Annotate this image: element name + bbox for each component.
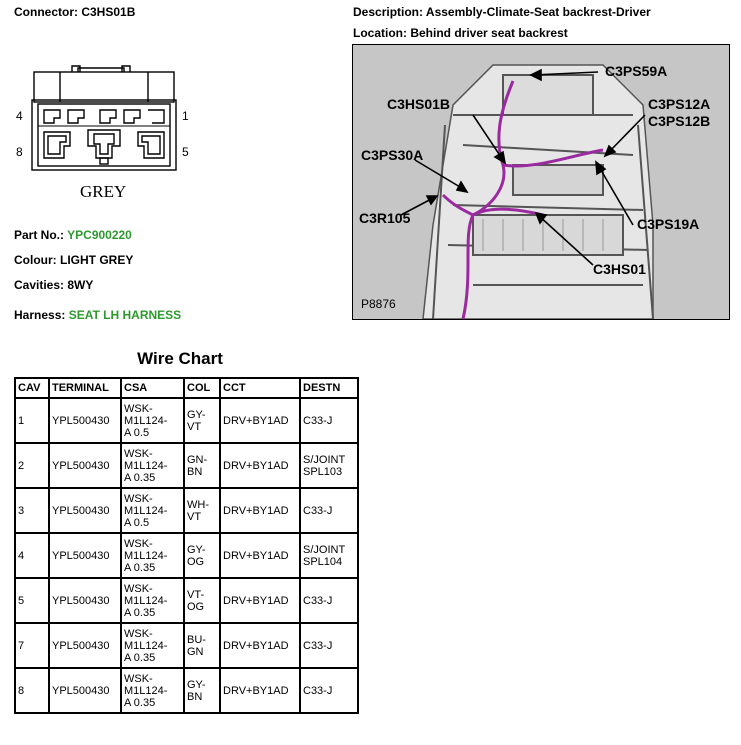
callout-c3ps12a: C3PS12A bbox=[648, 96, 711, 112]
cell-destn: C33-J bbox=[300, 668, 358, 713]
connector-color-text: GREY bbox=[80, 182, 127, 201]
part-no-label: Part No.: bbox=[14, 228, 65, 242]
colour-value: LIGHT GREY bbox=[60, 253, 134, 267]
pin-label-4: 4 bbox=[16, 109, 23, 123]
cell-terminal: YPL500430 bbox=[49, 533, 121, 578]
table-row bbox=[15, 578, 358, 623]
cell-terminal: YPL500430 bbox=[49, 488, 121, 533]
callout-c3ps59a: C3PS59A bbox=[605, 63, 668, 79]
cell-destn: C33-J bbox=[300, 578, 358, 623]
cell-col: VT- OG bbox=[184, 578, 220, 623]
location-value: Behind driver seat backrest bbox=[410, 26, 568, 40]
cell-cav: 2 bbox=[15, 443, 49, 488]
connector-value: C3HS01B bbox=[81, 5, 136, 19]
photo-reference: P8876 bbox=[361, 297, 396, 311]
cell-csa: WSK- M1L124- A 0.35 bbox=[121, 533, 184, 578]
cell-destn: C33-J bbox=[300, 398, 358, 443]
colour-label: Colour: bbox=[14, 253, 57, 267]
cell-cav: 5 bbox=[15, 578, 49, 623]
cell-cct: DRV+BY1AD bbox=[220, 668, 300, 713]
cell-terminal: YPL500430 bbox=[49, 443, 121, 488]
callout-c3ps30a: C3PS30A bbox=[361, 147, 424, 163]
header-destn: DESTN bbox=[300, 378, 358, 398]
table-row bbox=[15, 533, 358, 578]
harness-label: Harness: bbox=[14, 308, 66, 322]
connector-line bbox=[14, 5, 135, 19]
description-label: Description: bbox=[353, 5, 424, 19]
callout-c3ps12b: C3PS12B bbox=[648, 113, 711, 129]
colour-line bbox=[14, 253, 133, 267]
connector-label: Connector: bbox=[14, 5, 78, 19]
callout-c3r105: C3R105 bbox=[359, 210, 411, 226]
header-cct: CCT bbox=[220, 378, 300, 398]
cell-csa: WSK- M1L124- A 0.5 bbox=[121, 398, 184, 443]
cell-csa: WSK- M1L124- A 0.35 bbox=[121, 578, 184, 623]
table-header-row bbox=[15, 378, 358, 398]
cell-col: GY- VT bbox=[184, 398, 220, 443]
cell-csa: WSK- M1L124- A 0.35 bbox=[121, 668, 184, 713]
cell-terminal: YPL500430 bbox=[49, 668, 121, 713]
cell-cct: DRV+BY1AD bbox=[220, 488, 300, 533]
cell-destn: S/JOINT SPL103 bbox=[300, 443, 358, 488]
cell-destn: C33-J bbox=[300, 623, 358, 668]
cavities-value: 8WY bbox=[67, 278, 94, 292]
pin-label-5: 5 bbox=[182, 145, 189, 159]
location-label: Location: bbox=[353, 26, 407, 40]
callout-c3hs01: C3HS01 bbox=[593, 261, 646, 277]
table-row bbox=[15, 668, 358, 713]
cell-destn: C33-J bbox=[300, 488, 358, 533]
part-no-line bbox=[14, 228, 132, 242]
header-cav: CAV bbox=[15, 378, 49, 398]
cell-cct: DRV+BY1AD bbox=[220, 398, 300, 443]
cell-cct: DRV+BY1AD bbox=[220, 578, 300, 623]
cell-csa: WSK- M1L124- A 0.35 bbox=[121, 623, 184, 668]
cell-cav: 7 bbox=[15, 623, 49, 668]
table-row bbox=[15, 488, 358, 533]
description-line bbox=[353, 5, 651, 19]
cavities-label: Cavities: bbox=[14, 278, 65, 292]
table-row bbox=[15, 443, 358, 488]
header-terminal: TERMINAL bbox=[49, 378, 121, 398]
part-no-value: YPC900220 bbox=[67, 228, 132, 242]
cell-col: GN- BN bbox=[184, 443, 220, 488]
pin-label-8: 8 bbox=[16, 145, 23, 159]
callout-c3ps19a: C3PS19A bbox=[637, 216, 700, 232]
cell-cav: 3 bbox=[15, 488, 49, 533]
cell-col: GY- BN bbox=[184, 668, 220, 713]
cell-cct: DRV+BY1AD bbox=[220, 623, 300, 668]
cell-terminal: YPL500430 bbox=[49, 578, 121, 623]
cell-csa: WSK- M1L124- A 0.5 bbox=[121, 488, 184, 533]
cell-destn: S/JOINT SPL104 bbox=[300, 533, 358, 578]
cell-terminal: YPL500430 bbox=[49, 398, 121, 443]
table-row bbox=[15, 623, 358, 668]
connector-face-diagram bbox=[12, 62, 222, 212]
cell-cct: DRV+BY1AD bbox=[220, 443, 300, 488]
cell-cav: 4 bbox=[15, 533, 49, 578]
callout-c3hs01b: C3HS01B bbox=[387, 96, 451, 112]
header-col: COL bbox=[184, 378, 220, 398]
pin-label-1: 1 bbox=[182, 109, 189, 123]
location-line bbox=[353, 26, 568, 40]
location-photo bbox=[352, 44, 730, 320]
cell-col: BU- GN bbox=[184, 623, 220, 668]
cell-cav: 8 bbox=[15, 668, 49, 713]
cavities-line bbox=[14, 278, 93, 292]
table-row bbox=[15, 398, 358, 443]
cell-csa: WSK- M1L124- A 0.35 bbox=[121, 443, 184, 488]
cell-cav: 1 bbox=[15, 398, 49, 443]
header-csa: CSA bbox=[121, 378, 184, 398]
harness-line bbox=[14, 308, 181, 322]
wire-chart-title: Wire Chart bbox=[137, 349, 223, 368]
cell-terminal: YPL500430 bbox=[49, 623, 121, 668]
cell-col: WH- VT bbox=[184, 488, 220, 533]
harness-value: SEAT LH HARNESS bbox=[68, 308, 182, 322]
wire-chart-table bbox=[14, 377, 359, 714]
description-value: Assembly-Climate-Seat backrest-Driver bbox=[425, 5, 651, 19]
cell-col: GY- OG bbox=[184, 533, 220, 578]
cell-cct: DRV+BY1AD bbox=[220, 533, 300, 578]
